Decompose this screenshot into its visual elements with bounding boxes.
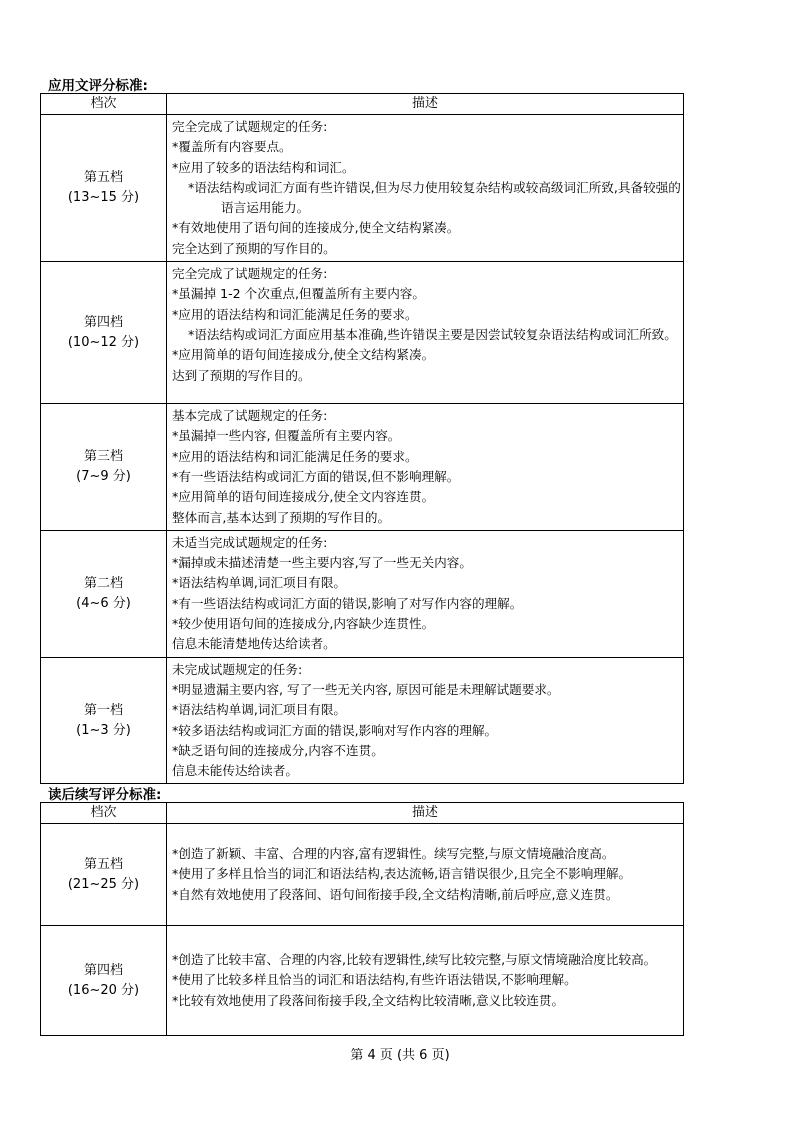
desc-line: *较少使用语句间的连接成分,内容缺少连贯性。 xyxy=(172,616,435,632)
desc-line: *语法结构或词汇方面有些许错误,但为尽力使用较复杂结构或较高级词汇所致,具备较强的语言运用能力。 xyxy=(188,179,681,216)
table-continuation-writing xyxy=(40,802,684,1036)
desc-line: *漏掉或未描述清楚一些主要内容,写了一些无关内容。 xyxy=(172,555,472,571)
table-row xyxy=(41,530,684,657)
desc-line: 基本完成了试题规定的任务: xyxy=(172,408,328,424)
desc-line: 完全完成了试题规定的任务: xyxy=(172,119,328,134)
level-name: 第四档 xyxy=(83,314,123,330)
desc-line: *有效地使用了语句间的连接成分,使全文结构紧凑。 xyxy=(172,220,460,236)
table-row xyxy=(41,657,684,784)
table-header-row xyxy=(41,94,684,115)
level-cell xyxy=(41,530,167,657)
desc-line: *创造了新颖、丰富、合理的内容,富有逻辑性。续写完整,与原文情境融洽度高。 xyxy=(172,846,615,862)
table-applied-writing xyxy=(40,93,684,784)
table-header-row xyxy=(41,803,684,824)
table-row xyxy=(41,404,684,531)
desc-line: *有一些语法结构或词汇方面的错误,但不影响理解。 xyxy=(172,468,460,484)
section1-title: 应用文评分标准: xyxy=(48,78,148,94)
desc-line: 整体而言,基本达到了预期的写作目的。 xyxy=(172,509,391,525)
desc-line: 完全达到了预期的写作目的。 xyxy=(172,240,336,256)
desc-cell xyxy=(167,404,684,531)
level-cell xyxy=(41,824,167,926)
table-row xyxy=(41,115,684,262)
header-level: 档次 xyxy=(41,803,167,824)
desc-line: *语法结构或词汇方面应用基本准确,些许错误主要是因尝试较复杂语法结构或词汇所致。 xyxy=(188,326,677,342)
desc-cell xyxy=(167,657,684,784)
desc-line: *使用了多样且恰当的词汇和语法结构,表达流畅,语言错误很少,且完全不影响理解。 xyxy=(172,866,632,882)
level-score: (4~6 分) xyxy=(76,595,131,611)
level-cell xyxy=(41,115,167,262)
level-score: (13~15 分) xyxy=(67,190,140,206)
desc-line: 完全完成了试题规定的任务: xyxy=(172,266,328,282)
desc-cell xyxy=(167,926,684,1036)
desc-line: *缺乏语句间的连接成分,内容不连贯。 xyxy=(172,742,384,758)
desc-line: *应用简单的语句间连接成分,使全文内容连贯。 xyxy=(172,489,435,505)
desc-line: *应用简单的语句间连接成分,使全文结构紧凑。 xyxy=(172,347,435,363)
level-name: 第二档 xyxy=(83,575,123,591)
table-row xyxy=(41,262,684,404)
header-level: 档次 xyxy=(41,94,167,115)
level-name: 第三档 xyxy=(83,448,123,464)
desc-line: 未完成试题规定的任务: xyxy=(172,661,303,677)
desc-cell xyxy=(167,824,684,926)
level-score: (1~3 分) xyxy=(76,722,131,738)
level-score: (21~25 分) xyxy=(67,876,140,892)
level-score: (7~9 分) xyxy=(76,468,131,484)
header-desc: 描述 xyxy=(167,803,684,824)
desc-line: *较多语法结构或词汇方面的错误,影响对写作内容的理解。 xyxy=(172,722,498,738)
desc-line: *明显遗漏主要内容, 写了一些无关内容, 原因可能是未理解试题要求。 xyxy=(172,681,560,697)
desc-line: 达到了预期的写作目的。 xyxy=(172,367,311,383)
desc-line: *自然有效地使用了段落间、语句间衔接手段,全文结构清晰,前后呼应,意义连贯。 xyxy=(172,886,619,902)
desc-cell xyxy=(167,262,684,404)
desc-cell xyxy=(167,530,684,657)
desc-line: *虽漏掉 1-2 个次重点,但覆盖所有主要内容。 xyxy=(172,286,425,302)
level-cell xyxy=(41,657,167,784)
desc-line: 信息未能清楚地传达给读者。 xyxy=(172,636,336,652)
level-cell xyxy=(41,926,167,1036)
table-row xyxy=(41,926,684,1036)
level-name: 第四档 xyxy=(83,962,123,978)
level-score: (10~12 分) xyxy=(67,334,140,350)
desc-line: *覆盖所有内容要点。 xyxy=(172,139,292,155)
level-cell xyxy=(41,262,167,404)
desc-cell xyxy=(167,115,684,262)
level-name: 第一档 xyxy=(83,702,123,718)
desc-line: *语法结构单调,词汇项目有限。 xyxy=(172,702,347,718)
desc-line: *应用了较多的语法结构和词汇。 xyxy=(172,159,355,175)
page-number-footer: 第 4 页 (共 6 页) xyxy=(350,1048,450,1063)
section2-title: 读后续写评分标准: xyxy=(48,787,162,803)
desc-line: *比较有效地使用了段落间衔接手段,全文结构比较清晰,意义比较连贯。 xyxy=(172,992,565,1008)
level-name: 第五档 xyxy=(83,856,123,872)
header-desc: 描述 xyxy=(167,94,684,115)
desc-line: *使用了比较多样且恰当的词汇和语法结构,有些许语法错误,不影响理解。 xyxy=(172,972,577,988)
level-score: (16~20 分) xyxy=(67,982,140,998)
desc-line: *有一些语法结构或词汇方面的错误,影响了对写作内容的理解。 xyxy=(172,595,523,611)
level-cell xyxy=(41,404,167,531)
desc-line: *语法结构单调,词汇项目有限。 xyxy=(172,575,347,591)
desc-line: *虽漏掉一些内容, 但覆盖所有主要内容。 xyxy=(172,428,401,444)
desc-line: *应用的语法结构和词汇能满足任务的要求。 xyxy=(172,448,418,464)
desc-line: 未适当完成试题规定的任务: xyxy=(172,534,328,550)
desc-line: *应用的语法结构和词汇能满足任务的要求。 xyxy=(172,306,418,322)
level-name: 第五档 xyxy=(83,170,123,186)
table-row xyxy=(41,824,684,926)
desc-line: 信息未能传达给读者。 xyxy=(172,763,298,779)
desc-line: *创造了比较丰富、合理的内容,比较有逻辑性,续写比较完整,与原文情境融洽度比较高。 xyxy=(172,952,657,968)
